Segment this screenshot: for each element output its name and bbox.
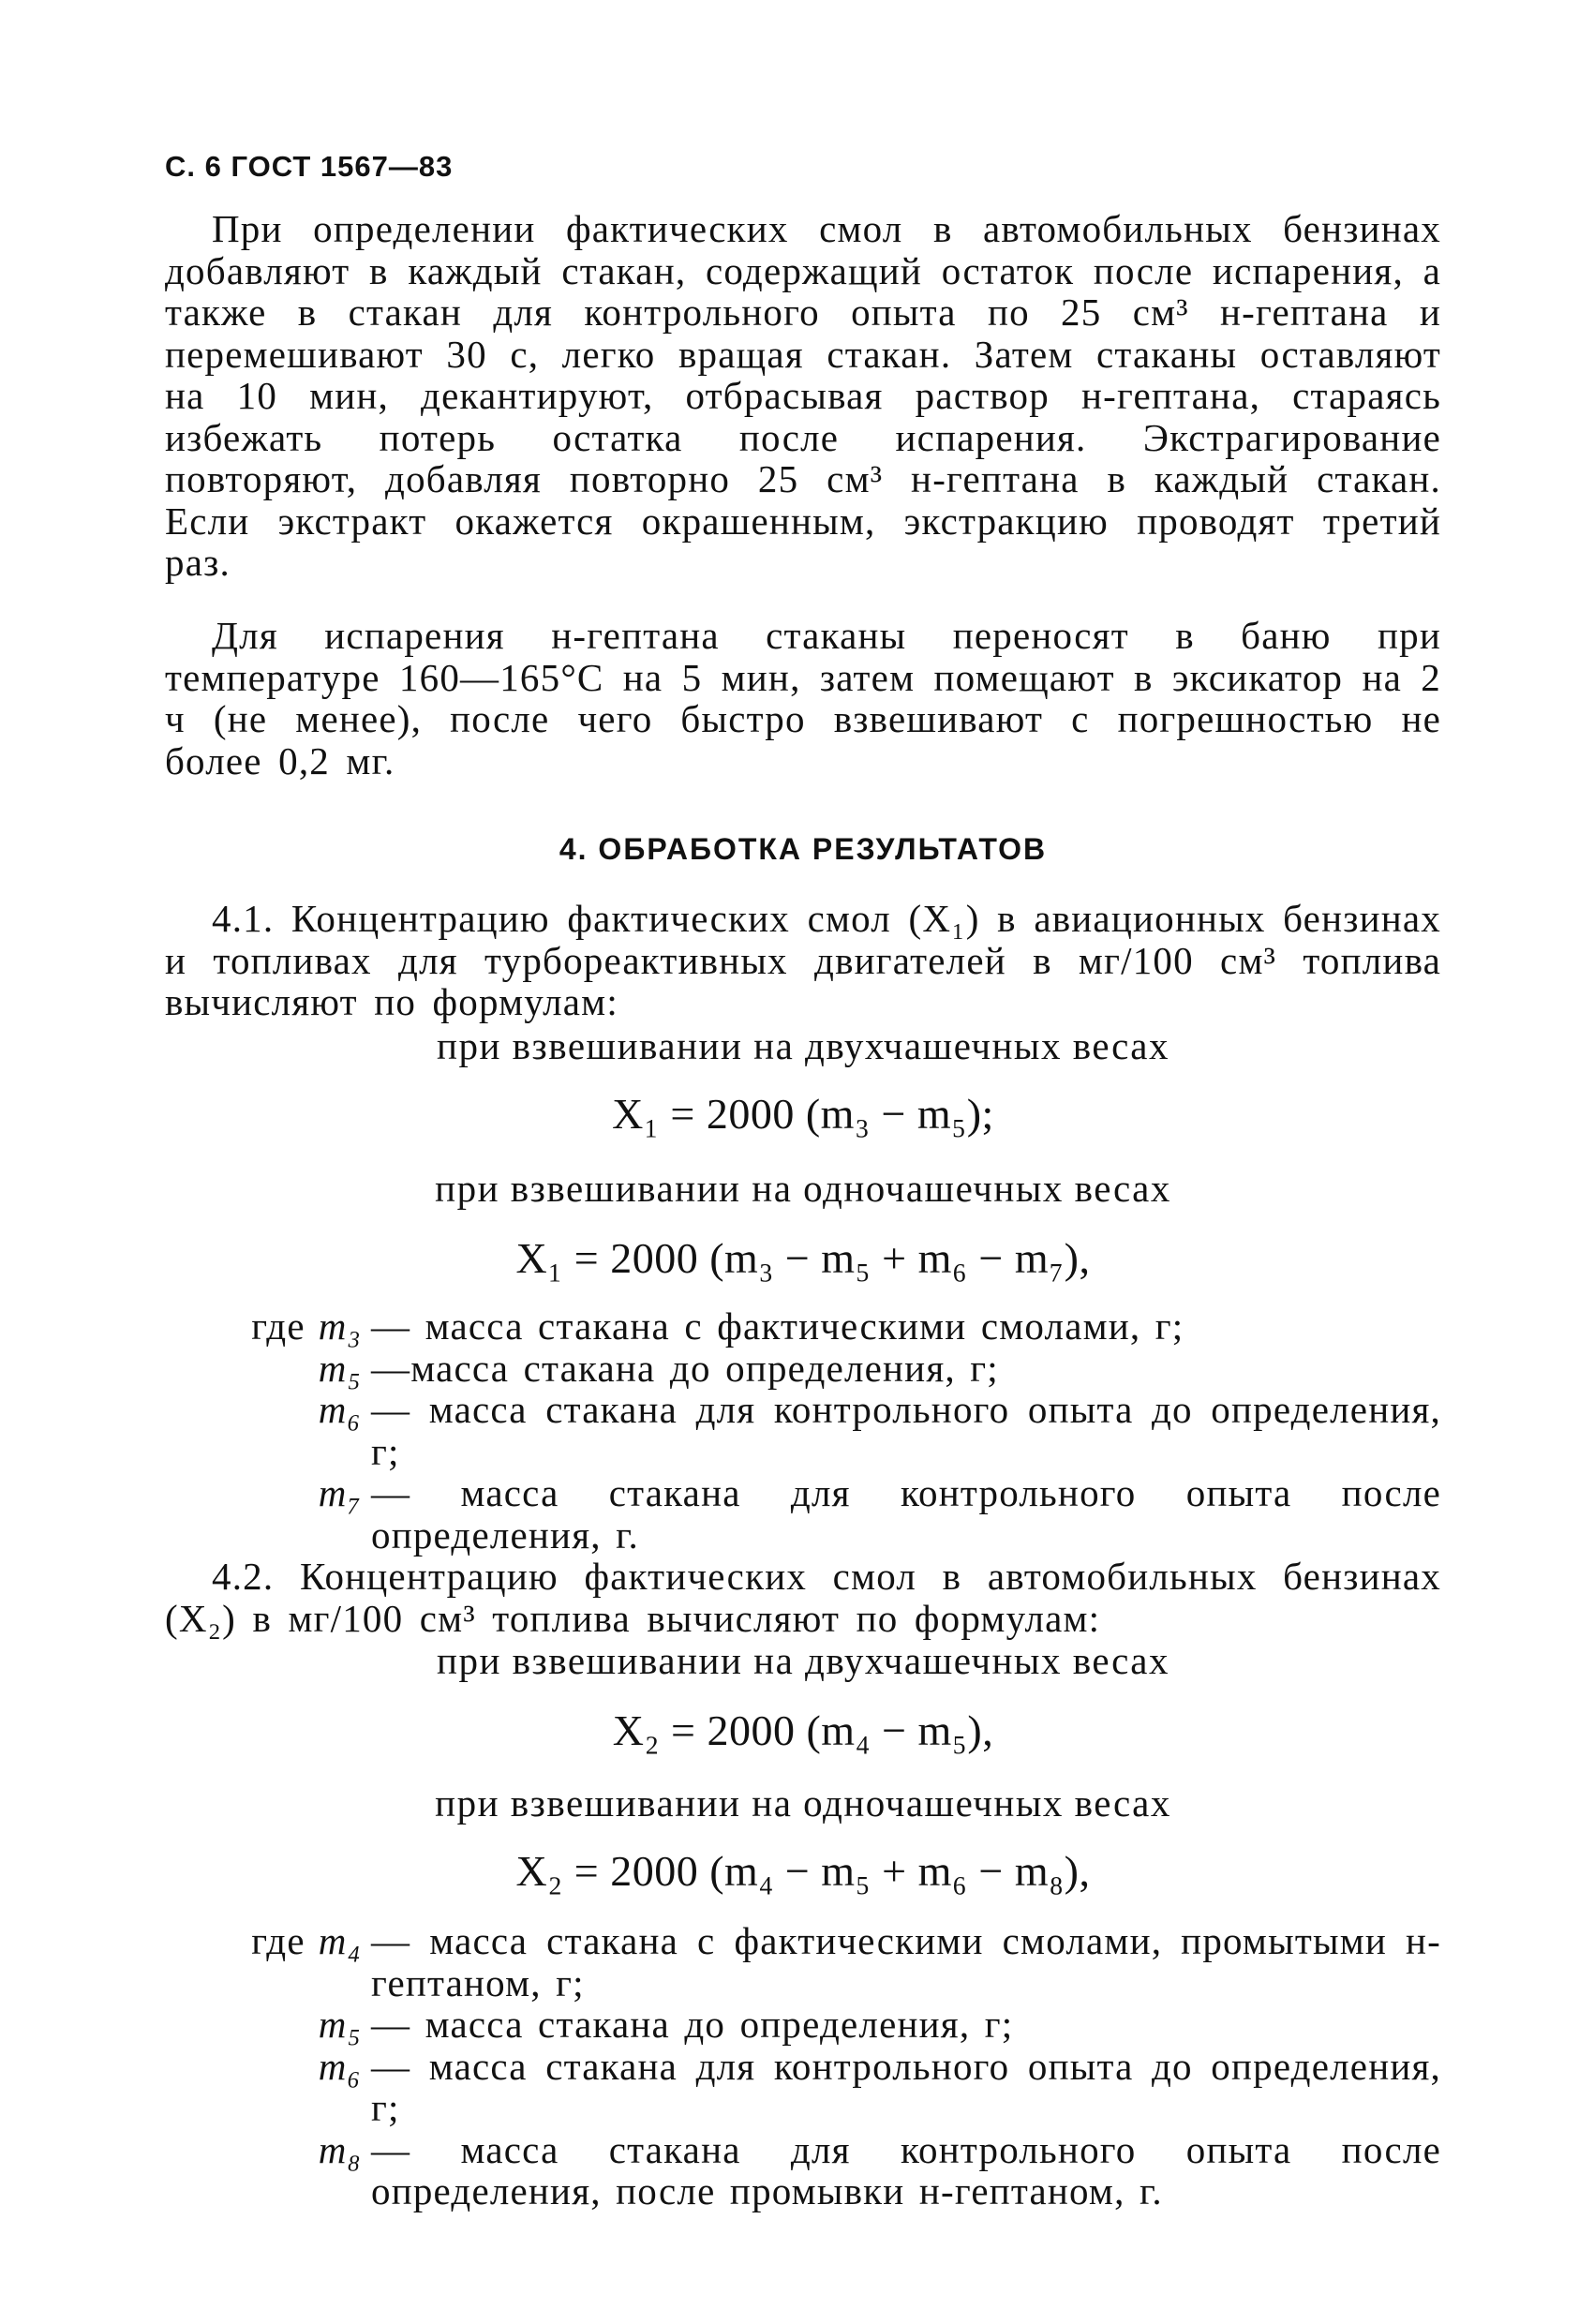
page-header: С. 6 ГОСТ 1567—83 [165,150,454,183]
definition-row [165,1389,1441,1472]
where-label: где [251,1919,305,1962]
symbol: m₆ [318,2044,362,2088]
definition-row [165,2046,1441,2129]
definitions-4-1 [165,1305,1441,1556]
paragraph-4-1: 4.1. Концентрацию фактических смол (X₁) в авиационных бензинах и топливах для турбореактивных двигателей в мг/100 см³ топлива вычисляют по формулам: [165,897,1441,1023]
definition-text: — масса стакана для контрольного опыта до определения, г; [371,2044,1441,2129]
symbol: m₄ [318,1919,362,1962]
definition-row [165,1920,1441,2004]
definition-row [165,1472,1441,1556]
formula-x2-single-pan: X₂ = 2000 (m₄ − m₅ + m₆ − m₈), [515,1847,1091,1895]
definition-text: — масса стакана до определения, г; [371,2003,1014,2046]
definition-text: — масса стакана с фактическими смолами, г; [371,1304,1184,1348]
definition-text: — масса стакана для контрольного опыта после определения, после промывки н-гептаном, г. [371,2127,1441,2212]
symbol: m₇ [318,1471,362,1514]
definition-text: — масса стакана с фактическими смолами, промытыми н-гептаном, г; [371,1919,1441,2004]
formula-3-condition: при взвешивании на двухчашечных весах [437,1639,1169,1682]
definitions-4-2 [165,1920,1441,2212]
paragraph-4-2: 4.2. Концентрацию фактических смол в автомобильных бензинах (X₂) в мг/100 см³ топлива вычисляют по формулам: [165,1555,1441,1640]
paragraph-extraction: При определении фактических смол в автомобильных бензинах добавляют в каждый стакан, содержащий остаток после испарения, а также в стакан для контрольного опыта по 25 см³ н-гептана и перемешивают 30 с, легко вращая стакан. Затем стаканы оставляют на 10 мин, декантируют, отбрасывая раствор н-гептана, стараясь избежать потерь остатка после испарения. Экстрагирование повторяют, добавляя повторно 25 см³ н-гептана в каждый стакан. Если экстракт окажется окрашенным, экстракцию проводят третий раз. [165,207,1441,584]
symbol: m₈ [318,2127,362,2171]
symbol: m₆ [318,1388,362,1431]
definition-text: —масса стакана до определения, г; [371,1346,999,1390]
definition-row [165,2129,1441,2212]
definition-text: — масса стакана для контрольного опыта до определения, г; [371,1388,1441,1473]
formula-1-condition: при взвешивании на двухчашечных весах [437,1024,1169,1067]
formula-x2-two-pan: X₂ = 2000 (m₄ − m₅), [612,1706,994,1754]
definition-row [165,2004,1441,2046]
symbol: m₃ [318,1304,362,1348]
formula-x1-two-pan: X₁ = 2000 (m₃ − m₅); [612,1090,994,1138]
section-title: 4. ОБРАБОТКА РЕЗУЛЬТАТОВ [559,832,1048,866]
paragraph-evaporation: Для испарения н-гептана стаканы переносят в баню при температуре 160—165°С на 5 мин, затем помещают в эксикатор на 2 ч (не менее), после чего быстро взвешивают с погрешностью не более 0,2 мг. [165,614,1441,782]
formula-x1-single-pan: X₁ = 2000 (m₃ − m₅ + m₆ − m₇), [515,1234,1091,1282]
definition-text: — масса стакана для контрольного опыта после определения, г. [371,1471,1441,1557]
formula-2-condition: при взвешивании на одночашечных весах [435,1167,1171,1210]
symbol: m₅ [318,1346,362,1390]
formula-4-condition: при взвешивании на одночашечных весах [435,1781,1171,1825]
where-label: где [251,1304,305,1348]
definition-row [165,1305,1441,1348]
symbol: m₅ [318,2003,362,2046]
definition-row [165,1348,1441,1390]
